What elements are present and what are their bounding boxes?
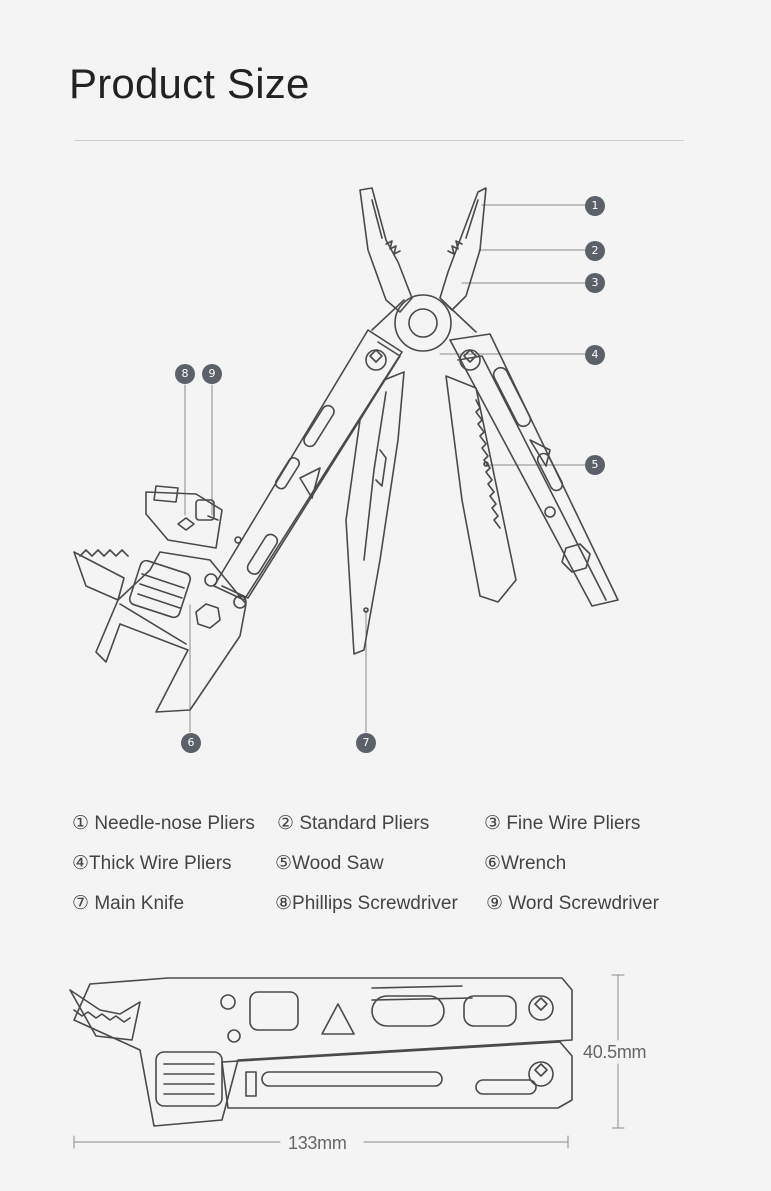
callout-6: 6 [181, 733, 201, 753]
callout-3: 3 [585, 273, 605, 293]
screwdriver-bits [146, 486, 222, 548]
legend-row [72, 852, 712, 892]
legend-item-word-screwdriver: ⑨ Word Screwdriver [486, 892, 659, 914]
height-dimension-label: 40.5mm [583, 1042, 647, 1062]
multitool-closed-illustration [70, 978, 572, 1126]
callout-4: 4 [585, 345, 605, 365]
callout-8: 8 [175, 364, 195, 384]
legend-item-wood-saw: ⑤Wood Saw [275, 852, 384, 874]
legend-row [72, 812, 712, 852]
tool-legend [72, 812, 712, 932]
width-dimension-label: 133mm [288, 1133, 347, 1153]
legend-item-phillips-screwdriver: ⑧Phillips Screwdriver [275, 892, 458, 914]
legend-item-thick-wire-pliers: ④Thick Wire Pliers [72, 852, 232, 874]
callout-9: 9 [202, 364, 222, 384]
main-knife [346, 372, 404, 654]
legend-item-needle-nose-pliers: ① Needle-nose Pliers [72, 812, 255, 834]
legend-item-wrench: ⑥Wrench [484, 852, 567, 874]
left-handle [205, 330, 402, 608]
legend-row [72, 892, 712, 932]
legend-item-standard-pliers: ② Standard Pliers [277, 812, 430, 834]
legend-item-fine-wire-pliers: ③ Fine Wire Pliers [484, 812, 641, 834]
callout-5: 5 [585, 455, 605, 475]
plier-jaws [360, 188, 486, 351]
callout-1: 1 [585, 196, 605, 216]
callout-7: 7 [356, 733, 376, 753]
legend-item-main-knife: ⑦ Main Knife [72, 892, 185, 914]
wood-saw [446, 376, 516, 602]
page-title: Product Size [69, 60, 310, 107]
callout-2: 2 [585, 241, 605, 261]
